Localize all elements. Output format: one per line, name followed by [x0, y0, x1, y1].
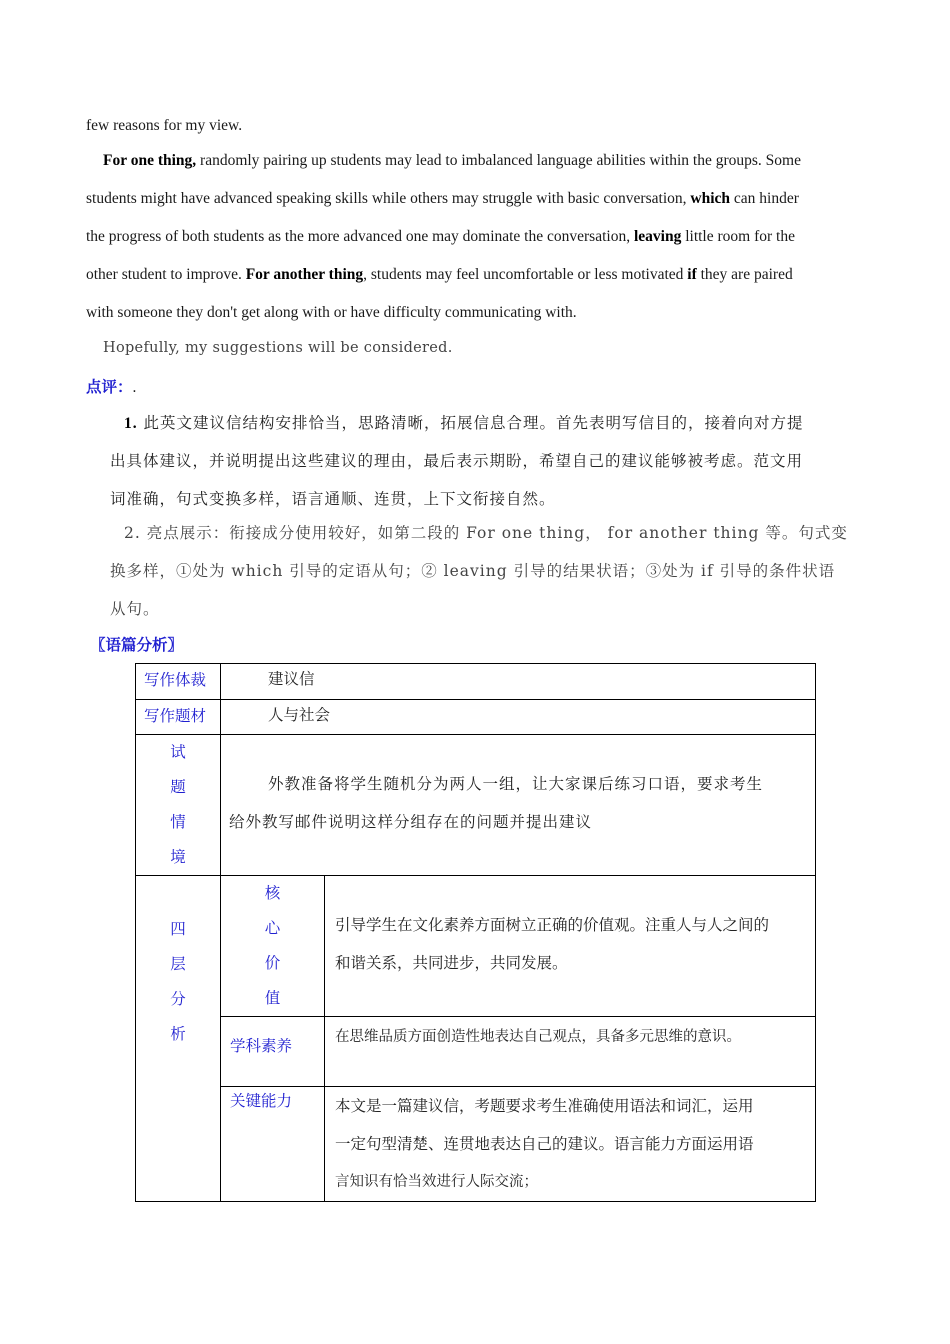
analysis-table — [135, 663, 816, 1202]
situation-label — [136, 735, 221, 876]
core-line: 引导学生在文化素养方面树立正确的价值观。注重人与人之间的 — [335, 916, 770, 934]
label-char: 情 — [170, 813, 186, 831]
essay-paragraph-line — [103, 152, 801, 170]
label-char: 层 — [170, 955, 186, 973]
situation-line: 给外教写邮件说明这样分组存在的问题并提出建议 — [229, 813, 593, 831]
essay-text: , students may feel uncomfortable or less motivated — [363, 266, 688, 283]
core-value-text — [325, 876, 816, 1017]
situation-line: 外教准备将学生随机分为两人一组，让大家课后练习口语，要求考生 — [268, 775, 764, 793]
ability-label: 关键能力 — [221, 1087, 325, 1202]
comment-item-2-line: 从句。 — [110, 600, 160, 618]
comment-item-1-line: 词准确，句式变换多样，语言通顺、连贯，上下文衔接自然。 — [110, 490, 556, 508]
comment-heading-tail: . — [132, 379, 137, 396]
label-char: 题 — [170, 778, 186, 796]
essay-text: the progress of both students as the more advanced one may dominate the conversation, — [86, 228, 634, 245]
literacy-label: 学科素养 — [221, 1017, 325, 1087]
essay-paragraph-line: with someone they don't get along with or have difficulty communicating with. — [86, 304, 577, 321]
comment-heading — [86, 375, 136, 397]
label-char: 价 — [264, 954, 281, 972]
theme-label: 写作题材 — [136, 700, 221, 735]
comment-text: 此英文建议信结构安排恰当，思路清晰，拓展信息合理。首先表明写信目的，接着向对方提 — [137, 414, 804, 432]
genre-value: 建议信 — [221, 664, 816, 700]
table-row — [136, 700, 816, 735]
essay-text: they are paired — [696, 266, 793, 283]
table-row — [136, 735, 816, 876]
comment-heading-text: 点评： — [86, 378, 133, 396]
table-row — [136, 1087, 816, 1202]
bold-phrase: For another thing — [245, 266, 364, 283]
bold-phrase: leaving — [633, 228, 682, 245]
label-char: 析 — [170, 1025, 186, 1043]
label-char: 四 — [170, 920, 186, 938]
ability-text — [325, 1087, 816, 1202]
table-row — [136, 876, 816, 1017]
ability-line: 一定句型清楚、连贯地表达自己的建议。语言能力方面运用语 — [335, 1135, 754, 1153]
analysis-heading: 〖语篇分析〗 — [90, 636, 184, 654]
comment-item-2-line: 换多样，①处为 which 引导的定语从句；② leaving 引导的结果状语；③处为 if 引导的条件状语 — [110, 562, 836, 580]
ability-line: 本文是一篇建议信，考题要求考生准确使用语法和词汇，运用 — [335, 1097, 754, 1115]
comment-item-2-line: 2. 亮点展示：衔接成分使用较好，如第二段的 For one thing， for another thing 等。句式变 — [124, 524, 848, 542]
essay-text: can hinder — [730, 190, 799, 207]
core-value-label — [221, 876, 325, 1017]
label-char: 试 — [170, 743, 186, 761]
theme-value: 人与社会 — [221, 700, 816, 735]
literacy-value: 在思维品质方面创造性地表达自己观点，具备多元思维的意识。 — [325, 1017, 816, 1087]
bold-phrase: which — [690, 190, 730, 207]
essay-text: other student to improve. — [86, 266, 246, 283]
label-char: 值 — [264, 989, 281, 1007]
ability-line: 言知识有恰当效进行人际交流； — [335, 1174, 538, 1190]
table-row — [136, 664, 816, 700]
comment-item-1-line: 出具体建议，并说明提出这些建议的理由，最后表示期盼，希望自己的建议能够被考虑。范文用 — [110, 452, 804, 470]
core-line: 和谐关系，共同进步，共同发展。 — [335, 954, 568, 972]
label-char: 分 — [170, 990, 186, 1008]
essay-line: few reasons for my view. — [86, 117, 243, 134]
essay-closing: Hopefully, my suggestions will be considered. — [103, 340, 453, 356]
bold-phrase: if — [687, 266, 697, 283]
label-char: 核 — [264, 884, 281, 902]
four-layer-label — [136, 876, 221, 1202]
essay-paragraph-line — [86, 190, 799, 208]
essay-text: randomly pairing up students may lead to imbalanced language abilities within the groups. Some — [196, 152, 801, 169]
label-char: 境 — [170, 848, 186, 866]
bold-phrase: For one thing, — [103, 152, 197, 169]
genre-label: 写作体裁 — [136, 664, 221, 700]
essay-paragraph-line — [86, 228, 795, 246]
essay-paragraph-line — [86, 266, 793, 284]
item-number: 1. — [124, 415, 138, 432]
comment-item-1-line — [124, 411, 804, 433]
situation-value — [221, 735, 816, 876]
table-row — [136, 1017, 816, 1087]
essay-text: little room for the — [681, 228, 795, 245]
label-char: 心 — [264, 919, 281, 937]
essay-text: students might have advanced speaking skills while others may struggle with basic conversation, — [86, 190, 691, 207]
